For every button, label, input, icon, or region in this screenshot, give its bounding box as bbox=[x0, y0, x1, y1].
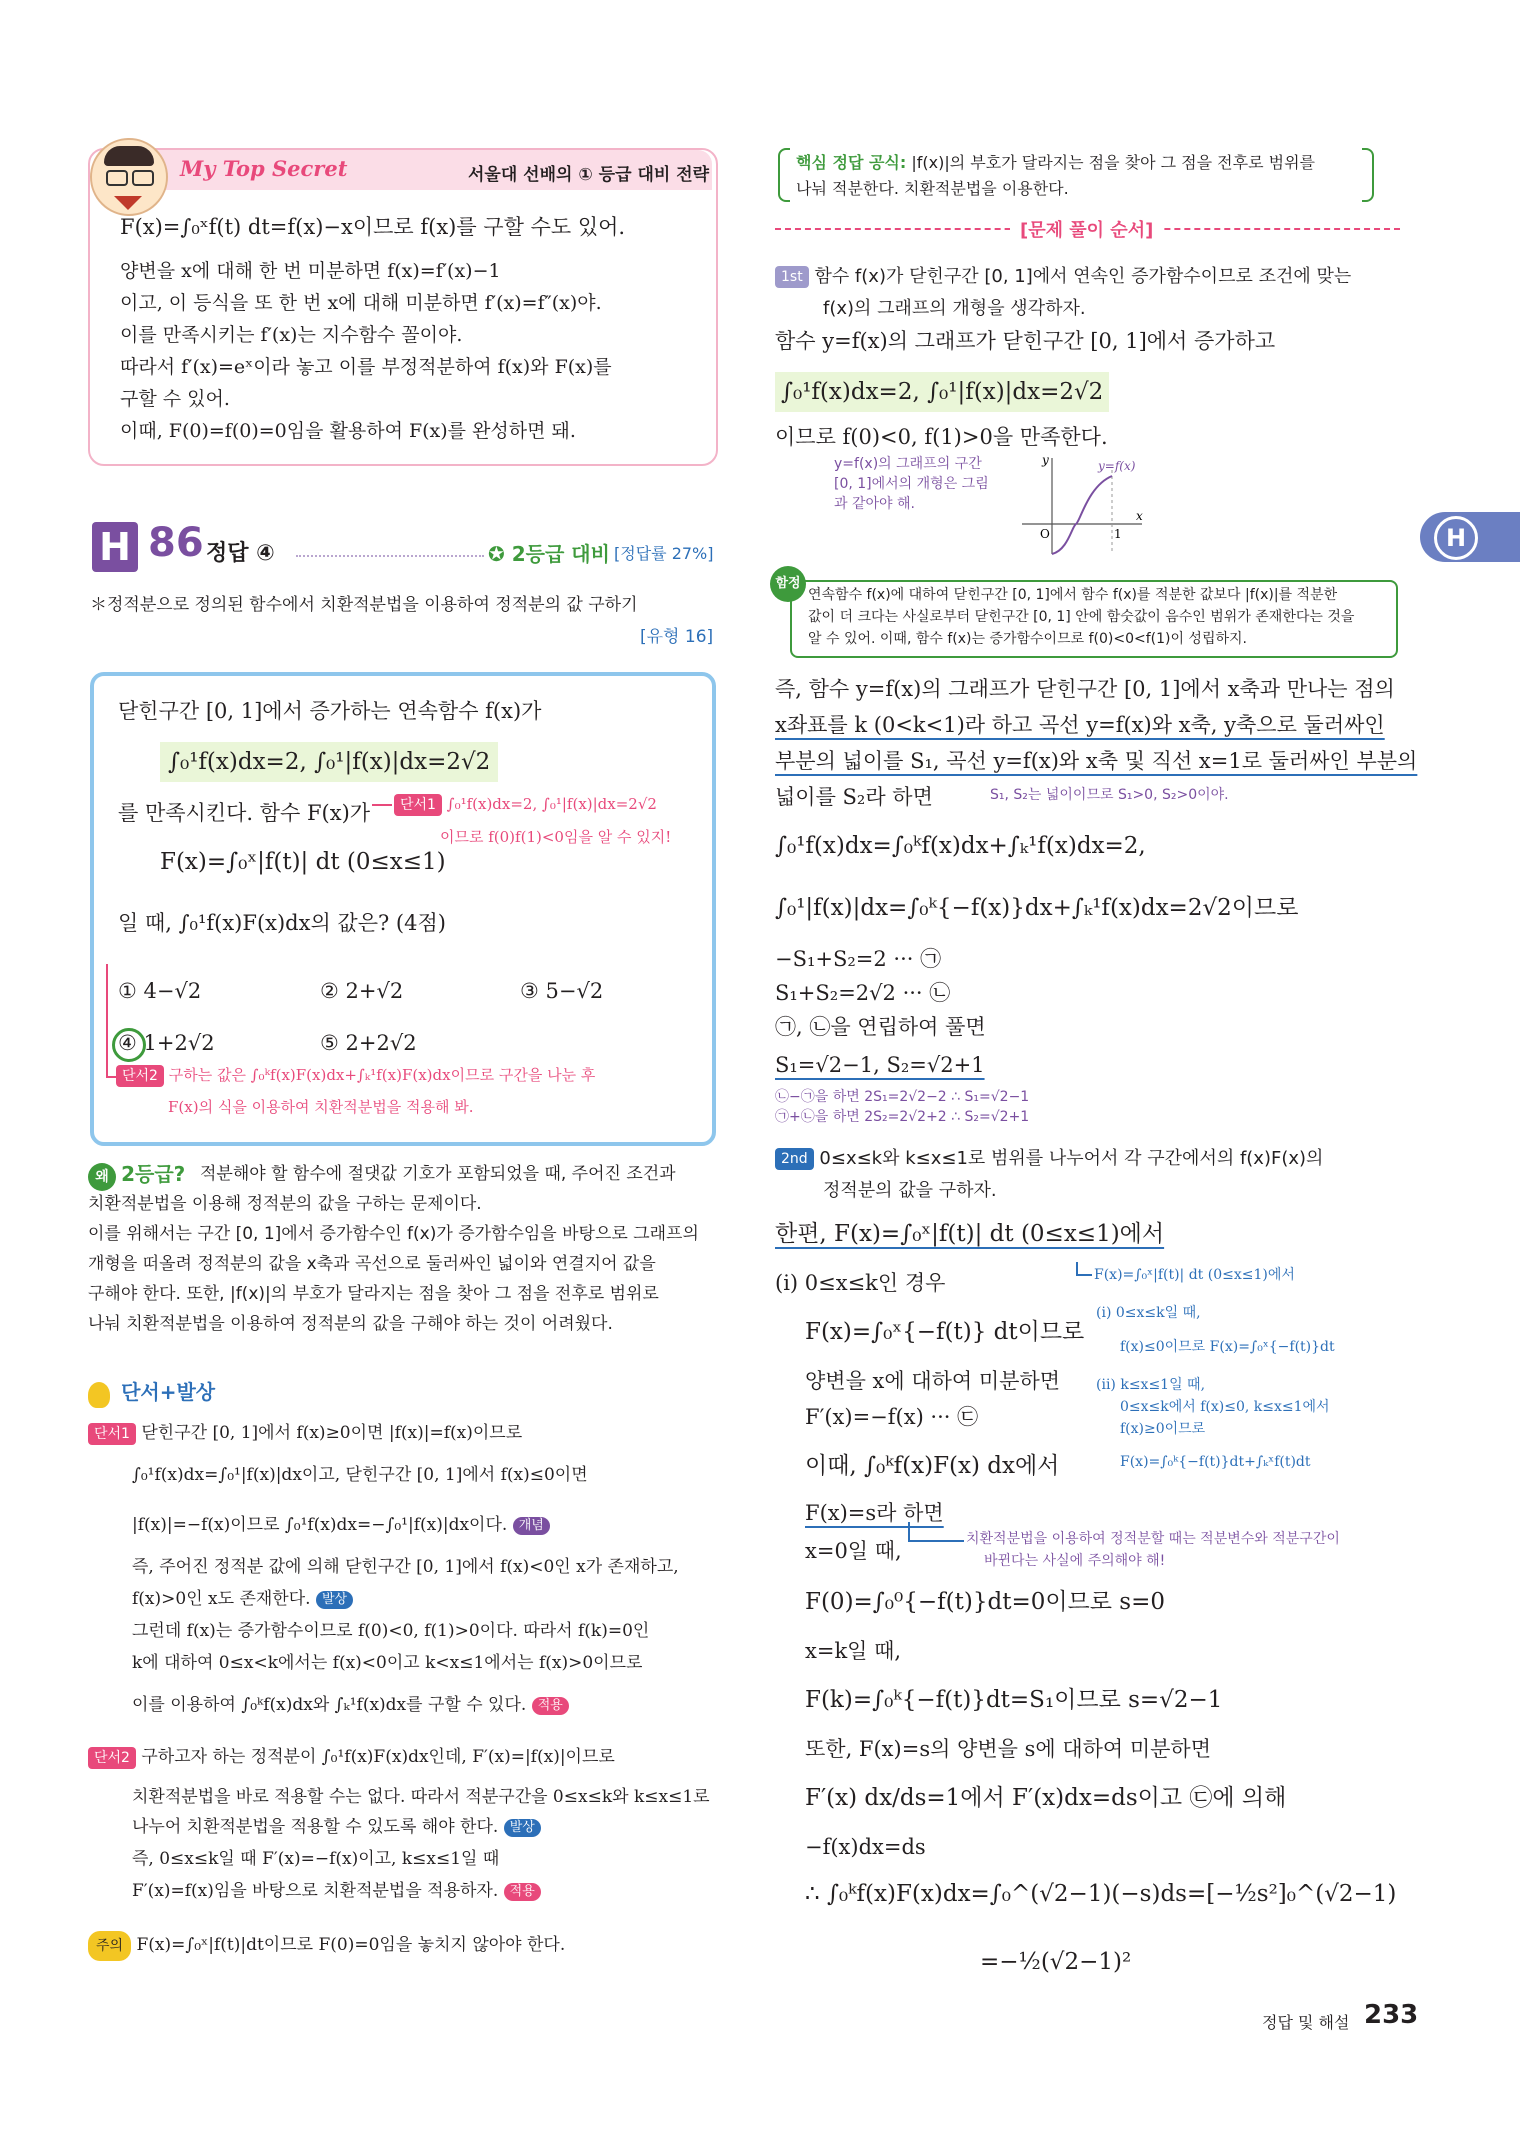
r6: 부분의 넓이를 S₁, 곡선 y=f(x)와 x축 및 직선 x=1로 둘러싸인 부분의 bbox=[775, 749, 1418, 773]
sub-note-1: 치환적분법을 이용하여 정적분할 때는 적분변수와 적분구간이 bbox=[966, 1531, 1340, 1547]
why-line-3: 이를 위해서는 구간 [0, 1]에서 증가함수인 f(x)가 증가함수임을 바탕으로 그래프의 bbox=[88, 1224, 699, 1244]
r18: 양변을 x에 대하여 미분하면 bbox=[805, 1369, 1061, 1393]
r7-note: S₁, S₂는 넓이이므로 S₁>0, S₂>0이야. bbox=[990, 787, 1229, 803]
r10: −S₁+S₂=2 ··· ㉠ bbox=[775, 947, 942, 971]
problem-question: 일 때, ∫₀¹f(x)F(x)dx의 값은? (4점) bbox=[118, 911, 446, 935]
tag-idea-1: 발상 bbox=[316, 1591, 353, 1609]
r25: F(k)=∫₀ᵏ{−f(t)}dt=S₁이므로 s=√2−1 bbox=[805, 1687, 1223, 1713]
r27: F′(x) dx/ds=1에서 F′(x)dx=ds이고 ㉢에 의해 bbox=[805, 1785, 1287, 1811]
step2-row-b: 정적분의 값을 구하자. bbox=[823, 1180, 997, 1201]
r4: 즉, 함수 y=f(x)의 그래프가 닫힌구간 [0, 1]에서 x축과 만나는 점의 bbox=[775, 677, 1395, 701]
one-label: 1 bbox=[1114, 527, 1122, 541]
header-dots bbox=[296, 555, 484, 557]
r5: x좌표를 k (0<k<1)라 하고 곡선 y=f(x)와 x축, y축으로 둘러싸인 bbox=[775, 713, 1385, 737]
r28: −f(x)dx=ds bbox=[805, 1835, 926, 1859]
clue1-label: 단서1 bbox=[88, 1423, 136, 1445]
r13: S₁=√2−1, S₂=√2+1 bbox=[775, 1053, 985, 1077]
secret-line-6: 구할 수 있어. bbox=[120, 388, 230, 410]
step2-label: 2nd bbox=[775, 1148, 814, 1170]
secret-line-5: 따라서 f′(x)=eˣ이라 놓고 이를 부정적분하여 f(x)와 F(x)를 bbox=[120, 356, 612, 378]
trap-line-1: 연속함수 f(x)에 대하여 닫힌구간 [0, 1]에서 함수 f(x)를 적분한 값보다 |f(x)|를 적분한 bbox=[808, 587, 1338, 603]
clue1-row-1: 단서1 닫힌구간 [0, 1]에서 f(x)≥0이면 |f(x)|=f(x)이므로 bbox=[88, 1418, 522, 1448]
choice-2[interactable]: ② 2+√2 bbox=[320, 979, 404, 1003]
r12: ㉠, ㉡을 연립하여 풀면 bbox=[775, 1015, 986, 1039]
origin-label: O bbox=[1040, 527, 1050, 541]
problem-number: 86 bbox=[148, 520, 204, 566]
r17: F(x)=∫₀ˣ{−f(t)} dt이므로 bbox=[805, 1319, 1085, 1345]
r2: ∫₀¹f(x)dx=2, ∫₀¹|f(x)|dx=2√2 bbox=[775, 372, 1109, 412]
tag-apply-1: 적용 bbox=[532, 1697, 569, 1715]
r29: ∴ ∫₀ᵏf(x)F(x)dx=∫₀^(√2−1)(−s)ds=[−½s²]₀^(√2−1) bbox=[805, 1881, 1397, 1907]
key-formula-1: 핵심 정답 공식: |f(x)|의 부호가 달라지는 점을 찾아 그 점을 전후로 범위를 bbox=[796, 153, 1316, 172]
function-graph bbox=[1012, 450, 1152, 560]
axis-x-label: x bbox=[1136, 509, 1143, 523]
hint1-sub: 이므로 f(0)f(1)<0임을 알 수 있지! bbox=[440, 828, 672, 846]
choice-4[interactable]: ④ 1+2√2 bbox=[118, 1031, 215, 1055]
avatar bbox=[90, 138, 168, 216]
tag-apply-2: 적용 bbox=[504, 1883, 541, 1901]
side-note-5: 0≤x≤k에서 f(x)≤0, k≤x≤1에서 bbox=[1120, 1399, 1330, 1415]
why-line-2: 치환적분법을 이용해 정적분의 값을 구하는 문제이다. bbox=[88, 1194, 482, 1214]
clue-title: 단서+발상 bbox=[121, 1380, 216, 1404]
r20: 이때, ∫₀ᵏf(x)F(x) dx에서 bbox=[805, 1453, 1060, 1479]
choice-1[interactable]: ① 4−√2 bbox=[118, 979, 202, 1003]
clue1-row-8: 이를 이용하여 ∫₀ᵏf(x)dx와 ∫ₖ¹f(x)dx를 구할 수 있다. 적용 bbox=[132, 1690, 569, 1720]
side-note-3: f(x)≤0이므로 F(x)=∫₀ˣ{−f(t)}dt bbox=[1120, 1339, 1335, 1355]
side-note-1: F(x)=∫₀ˣ|f(t)| dt (0≤x≤1)에서 bbox=[1094, 1267, 1295, 1283]
correct-answer-circle bbox=[112, 1028, 146, 1062]
r24: x=k일 때, bbox=[805, 1639, 902, 1663]
secret-title: My Top Secret bbox=[180, 156, 348, 181]
lightbulb-icon bbox=[88, 1382, 110, 1408]
clue1-row-5: f(x)>0인 x도 존재한다. 발상 bbox=[132, 1584, 353, 1614]
caution-label: 주의 bbox=[88, 1931, 131, 1961]
secret-line-2: 양변을 x에 대해 한 번 미분하면 f(x)=f′(x)−1 bbox=[120, 260, 501, 282]
clue1-row-7: k에 대하여 0≤x<k에서는 f(x)<0이고 k<x≤1에서는 f(x)>0이므로 bbox=[132, 1653, 643, 1673]
clue-title-row bbox=[88, 1376, 215, 1408]
step1-label: 1st bbox=[775, 266, 809, 288]
trap-line-3: 알 수 있어. 이때, 함수 f(x)는 증가함수이므로 f(0)<0<f(1)이 성립하지. bbox=[808, 631, 1247, 647]
r15: 한편, F(x)=∫₀ˣ|f(t)| dt (0≤x≤1)에서 bbox=[775, 1221, 1165, 1247]
chapter-tab[interactable] bbox=[1420, 512, 1520, 562]
secret-line-4: 이를 만족시키는 f′(x)는 지수함수 꼴이야. bbox=[120, 324, 463, 346]
graph-note: y=f(x)의 그래프의 구간 [0, 1]에서의 개형은 그림 과 같아야 해. bbox=[834, 456, 989, 512]
r9: ∫₀¹|f(x)|dx=∫₀ᵏ{−f(x)}dx+∫ₖ¹f(x)dx=2√2이므로 bbox=[775, 895, 1299, 921]
caution-row: 주의 F(x)=∫₀ˣ|f(t)|dt이므로 F(0)=0임을 놓치지 않아야 한다. bbox=[88, 1930, 565, 1961]
side-note-6: f(x)≥0이므로 bbox=[1120, 1421, 1206, 1437]
clue2-row-5: F′(x)=f(x)임을 바탕으로 치환적분법을 적용하자. 적용 bbox=[132, 1876, 541, 1906]
secret-line-3: 이고, 이 등식을 또 한 번 x에 대해 미분하면 f′(x)=f″(x)야. bbox=[120, 292, 602, 314]
hint1-label: 단서1 bbox=[394, 794, 442, 816]
clue2-row-4: 즉, 0≤x≤k일 때 F′(x)=−f(x)이고, k≤x≤1일 때 bbox=[132, 1849, 500, 1869]
why-line-6: 나눠 치환적분법을 이용하여 정적분의 값을 구해야 하는 것이 어려웠다. bbox=[88, 1314, 613, 1334]
side-note-4: (ii) k≤x≤1일 때, bbox=[1096, 1377, 1206, 1393]
problem-line-2: 를 만족시킨다. 함수 F(x)가 bbox=[118, 801, 371, 825]
problem-type: [유형 16] bbox=[640, 627, 714, 647]
clue2-row-1: 단서2 구하고자 하는 정적분이 ∫₀¹f(x)F(x)dx인데, F′(x)=|f(x)|이므로 bbox=[88, 1742, 615, 1772]
r21: F(x)=s라 하면 bbox=[805, 1501, 944, 1525]
hint2-note: 단서2 구하는 값은 ∫₀ᵏf(x)F(x)dx+∫ₖ¹f(x)F(x)dx이므로 구간을 나눈 후 bbox=[116, 1064, 595, 1087]
chapter-tab-letter: H bbox=[1434, 516, 1478, 560]
why-title: 2등급? bbox=[121, 1162, 186, 1186]
clue1-row-3: |f(x)|=−f(x)이므로 ∫₀¹f(x)dx=−∫₀¹|f(x)|dx이다. 개념 bbox=[132, 1510, 550, 1540]
clue2-label: 단서2 bbox=[88, 1747, 136, 1769]
choice-3[interactable]: ③ 5−√2 bbox=[520, 979, 604, 1003]
trap-label: 함정 bbox=[770, 566, 806, 602]
problem-condition: ∫₀¹f(x)dx=2, ∫₀¹|f(x)|dx=2√2 bbox=[160, 742, 498, 782]
why-section bbox=[88, 1158, 185, 1191]
answer-rate: [정답률 27%] bbox=[614, 544, 714, 563]
tag-concept: 개념 bbox=[513, 1517, 550, 1535]
choice-5[interactable]: ⑤ 2+2√2 bbox=[320, 1031, 417, 1055]
page-number: 233 bbox=[1364, 2000, 1419, 2030]
trap-line-2: 값이 더 크다는 사실로부터 닫힌구간 [0, 1] 안에 함숫값이 음수인 범위가 존재한다는 것을 bbox=[808, 609, 1355, 625]
hint1-note: 단서1 ∫₀¹f(x)dx=2, ∫₀¹|f(x)|dx=2√2 bbox=[394, 794, 657, 816]
why-badge: 왜 bbox=[88, 1163, 116, 1191]
r7: 넓이를 S₂라 하면 bbox=[775, 785, 933, 809]
clue1-row-4: 즉, 주어진 정적분 값에 의해 닫힌구간 [0, 1]에서 f(x)<0인 x가 존재하고, bbox=[132, 1557, 679, 1577]
curve-f bbox=[1052, 476, 1112, 554]
r19: F′(x)=−f(x) ··· ㉢ bbox=[805, 1405, 979, 1429]
sub-note-2: 바뀐다는 사실에 주의해야 해! bbox=[984, 1553, 1166, 1569]
sub-note-arrow bbox=[908, 1522, 964, 1542]
problem-letter: H bbox=[92, 522, 138, 572]
side-note-2: (i) 0≤x≤k일 때, bbox=[1096, 1305, 1201, 1321]
r30: =−½(√2−1)² bbox=[980, 1949, 1132, 1975]
star-icon: ✪ bbox=[488, 542, 505, 566]
step1-row: 1st 함수 f(x)가 닫힌구간 [0, 1]에서 연속인 증가함수이므로 조건에 맞는 bbox=[775, 262, 1351, 292]
r14b: ㉠+㉡을 하면 2S₂=2√2+2 ∴ S₂=√2+1 bbox=[775, 1109, 1030, 1125]
key-formula-bracket-left bbox=[778, 148, 790, 202]
order-title: [문제 풀이 순서] bbox=[1010, 216, 1163, 242]
secret-subtitle: 서울대 선배의 ① 등급 대비 전략 bbox=[468, 165, 710, 185]
tag-idea-2: 발상 bbox=[504, 1819, 541, 1837]
clue2-row-3: 나누어 치환적분법을 적용할 수 있도록 해야 한다. 발상 bbox=[132, 1812, 541, 1842]
problem-definition: F(x)=∫₀ˣ|f(t)| dt (0≤x≤1) bbox=[160, 849, 446, 875]
r22: x=0일 때, bbox=[805, 1539, 902, 1563]
why-line-1: 적분해야 할 함수에 절댓값 기호가 포함되었을 때, 주어진 조건과 bbox=[200, 1164, 676, 1184]
key-formula-2: 나눠 적분한다. 치환적분법을 이용한다. bbox=[796, 179, 1069, 198]
side-note-arrow bbox=[1076, 1262, 1092, 1276]
hint2-bracket bbox=[106, 964, 116, 1078]
r26: 또한, F(x)=s의 양변을 s에 대하여 미분하면 bbox=[805, 1737, 1212, 1761]
clue2-row-2: 치환적분법을 바로 적용할 수는 없다. 따라서 적분구간을 0≤x≤k와 k≤x≤1로 bbox=[132, 1787, 710, 1807]
r3: 이므로 f(0)<0, f(1)>0을 만족한다. bbox=[775, 425, 1108, 449]
r23: F(0)=∫₀⁰{−f(t)}dt=0이므로 s=0 bbox=[805, 1589, 1166, 1615]
r14a: ㉡−㉠을 하면 2S₁=2√2−2 ∴ S₁=√2−1 bbox=[775, 1089, 1030, 1105]
hint1-arrow bbox=[372, 804, 392, 806]
why-line-5: 구해야 한다. 또한, |f(x)|의 부호가 달라지는 점을 찾아 그 점을 전후로 범위로 bbox=[88, 1284, 659, 1304]
hint2-label: 단서2 bbox=[116, 1065, 164, 1087]
answer-label: 정답 ④ bbox=[206, 541, 275, 566]
why-line-4: 개형을 떠올려 정적분의 값을 x축과 곡선으로 둘러싸인 넓이와 연결지어 값을 bbox=[88, 1254, 656, 1274]
axis-y-label: y bbox=[1042, 453, 1049, 467]
graph-label: y=f(x) bbox=[1098, 459, 1136, 473]
step2-row: 2nd 0≤x≤k와 k≤x≤1로 범위를 나누어서 각 구간에서의 f(x)F(x)의 bbox=[775, 1144, 1323, 1174]
clue1-row-2: ∫₀¹f(x)dx=∫₀¹|f(x)|dx이고, 닫힌구간 [0, 1]에서 f(x)≤0이면 bbox=[132, 1465, 588, 1485]
grade-label: ✪ 2등급 대비 bbox=[488, 542, 610, 566]
problem-line-1: 닫힌구간 [0, 1]에서 증가하는 연속함수 f(x)가 bbox=[118, 699, 542, 723]
secret-line-7: 이때, F(0)=f(0)=0임을 활용하여 F(x)를 완성하면 돼. bbox=[120, 420, 576, 442]
key-formula-bracket-right bbox=[1362, 148, 1374, 202]
r11: S₁+S₂=2√2 ··· ㉡ bbox=[775, 981, 951, 1005]
r1: 함수 y=f(x)의 그래프가 닫힌구간 [0, 1]에서 증가하고 bbox=[775, 329, 1276, 353]
hint2-sub: F(x)의 식을 이용하여 치환적분법을 적용해 봐. bbox=[168, 1098, 474, 1116]
footer-label: 정답 및 해설 bbox=[1262, 2013, 1350, 2032]
r16: (i) 0≤x≤k인 경우 bbox=[775, 1271, 946, 1295]
side-note-7: F(x)=∫₀ᵏ{−f(t)}dt+∫ₖˣf(t)dt bbox=[1120, 1454, 1311, 1470]
r8: ∫₀¹f(x)dx=∫₀ᵏf(x)dx+∫ₖ¹f(x)dx=2, bbox=[775, 833, 1146, 859]
problem-topic: ＊정적분으로 정의된 함수에서 치환적분법을 이용하여 정적분의 값 구하기 bbox=[90, 595, 638, 615]
step1-row-b: f(x)의 그래프의 개형을 생각하자. bbox=[823, 298, 1086, 319]
clue1-row-6: 그런데 f(x)는 증가함수이므로 f(0)<0, f(1)>0이다. 따라서 f(k)=0인 bbox=[132, 1621, 650, 1641]
secret-line-1: F(x)=∫₀ˣf(t) dt=f(x)−x이므로 f(x)를 구할 수도 있어. bbox=[120, 215, 626, 239]
